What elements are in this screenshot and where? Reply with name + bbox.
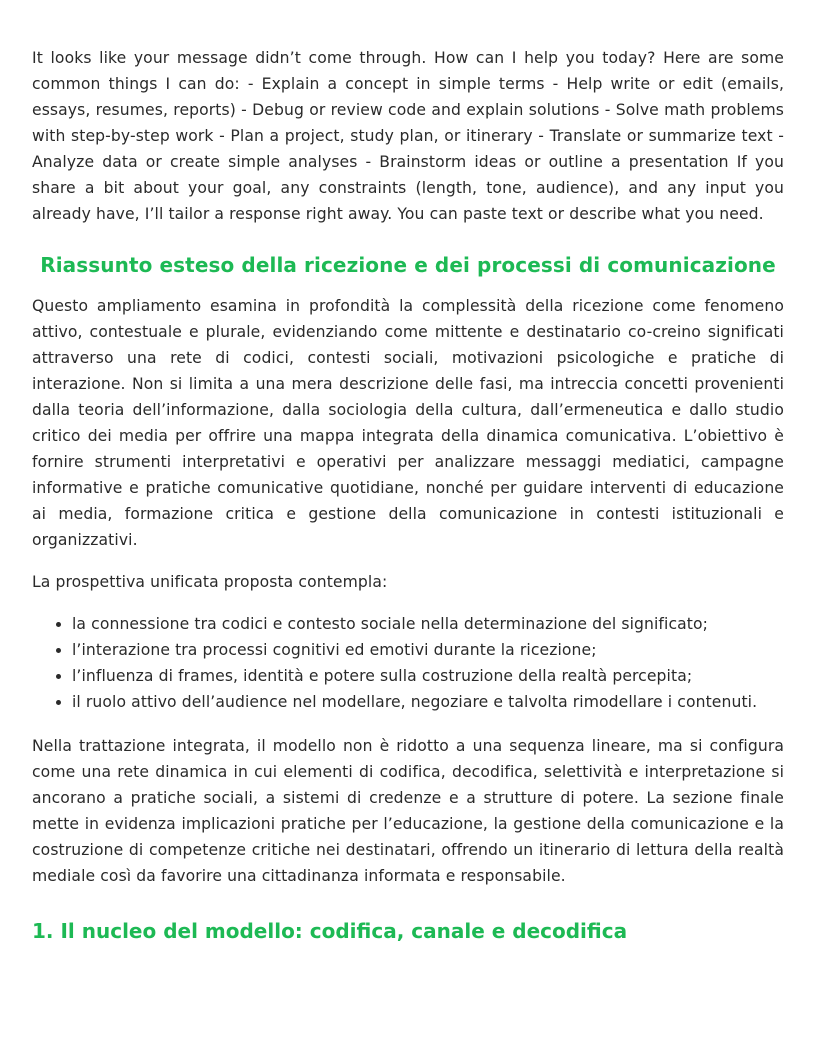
intro-paragraph: It looks like your message didn’t come through. How can I help you today? Here are some common things I can do: - Explain a concept in simple terms - Help write or edit (emails, essays, resumes, reports) - Debug or review code and explain solutions - Solve math problems with step-by-step work - Plan a project, study plan, or itinerary - Translate or summarize text - Analyze data or create simple analyses - Brainstorm ideas or outline a presentation If you share a bit about your goal, any constraints (length, tone, audience), and any input you already have, I’ll tailor a response right away. You can paste text or describe what you need. xyxy=(32,49,784,223)
section-title: Riassunto esteso della ricezione e dei processi di comunicazione xyxy=(40,253,776,277)
section-paragraph-1: Questo ampliamento esamina in profondità la complessità della ricezione come fenomeno attivo, contestuale e plurale, evidenziando come mittente e destinatario co-creino significati attraverso una rete di codici, contesti sociali, motivazioni psicologiche e pratiche di interazione. Non si limita a una mera descrizione delle fasi, ma intreccia concetti provenienti dalla teoria dell’informazione, dalla sociologia della cultura, dall’ermeneutica e dallo studio critico dei media per offrire una mappa integrata della dinamica comunicativa. L’obiettivo è fornire strumenti interpretativi e operativi per analizzare messaggi mediatici, campagne informative e pratiche comunicative quotidiane, nonché per guidare interventi di educazione ai media, formazione critica e gestione della comunicazione in contesti istituzionali e organizzativi. xyxy=(32,297,784,549)
bullet-item: • l’influenza di frames, identità e potere sulla costruzione della realtà percepita; xyxy=(72,663,784,689)
bullet-item: • la connessione tra codici e contesto sociale nella determinazione del significato; xyxy=(72,611,784,637)
subsection-title: 1. Il nucleo del modello: codifica, canale e decodifica xyxy=(32,919,628,943)
section-paragraph-2: Nella trattazione integrata, il modello non è ridotto a una sequenza lineare, ma si configura come una rete dinamica in cui elementi di codifica, decodifica, selettività e interpretazione si ancorano a pratiche sociali, a sistemi di credenze e a strutture di potere. La sezione finale mette in evidenza implicazioni pratiche per l’educazione, la gestione della comunicazione e la costruzione di competenze critiche nei destinatari, offrendo un itinerario di lettura della realtà mediale così da favorire una cittadinanza informata e responsabile. xyxy=(32,737,784,885)
bullet-list xyxy=(32,611,784,715)
bullet-item: • l’interazione tra processi cognitivi ed emotivi durante la ricezione; xyxy=(72,637,784,663)
section-lead: La prospettiva unificata proposta contempla: xyxy=(32,573,388,591)
bullet-item: • il ruolo attivo dell’audience nel modellare, negoziare e talvolta rimodellare i contenuti. xyxy=(72,689,784,715)
